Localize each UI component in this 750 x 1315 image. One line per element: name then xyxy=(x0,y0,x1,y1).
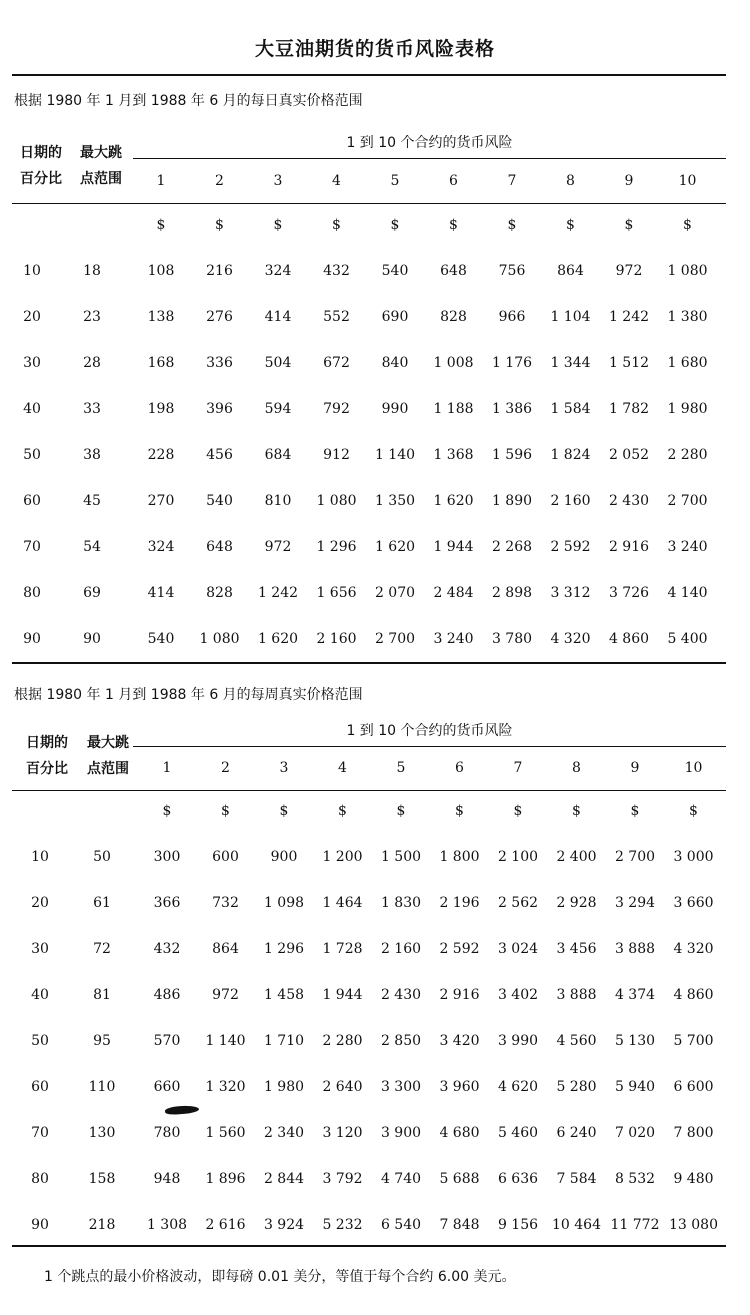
weekly-risk-value: 2 196 xyxy=(439,895,480,911)
weekly-risk-value: 7 020 xyxy=(614,1125,656,1141)
weekly-risk-value: 3 990 xyxy=(497,1033,539,1049)
daily-group-rule xyxy=(133,158,726,159)
weekly-risk-value: 4 860 xyxy=(673,987,714,1003)
ink-blot xyxy=(165,1105,199,1115)
daily-risk-value: 2 898 xyxy=(491,585,533,601)
weekly-contract-header: 7 xyxy=(513,760,523,776)
daily-row-ticks: 45 xyxy=(83,493,101,509)
weekly-risk-value: 5 130 xyxy=(614,1033,656,1049)
weekly-risk-value: 3 924 xyxy=(263,1217,305,1233)
weekly-risk-value: 2 400 xyxy=(556,849,597,865)
top-rule xyxy=(12,74,726,76)
weekly-risk-value: 4 320 xyxy=(673,941,714,957)
daily-contract-header: 2 xyxy=(215,173,224,189)
daily-contract-header: 3 xyxy=(273,173,283,189)
weekly-risk-value: 432 xyxy=(153,941,181,957)
daily-risk-value: 432 xyxy=(323,263,350,279)
weekly-contract-header: 1 xyxy=(162,760,172,776)
daily-row-pct: 20 xyxy=(23,309,41,325)
weekly-risk-value: 1 560 xyxy=(205,1125,246,1141)
weekly-risk-value: 2 700 xyxy=(614,849,656,865)
daily-risk-value: 228 xyxy=(147,447,175,463)
daily-risk-value: 1 782 xyxy=(608,401,650,417)
daily-risk-value: 1 080 xyxy=(667,263,708,279)
daily-risk-value: 2 484 xyxy=(433,585,474,601)
daily-row-ticks: 54 xyxy=(83,539,101,555)
daily-risk-value: 198 xyxy=(147,401,175,417)
footnote: 1 个跳点的最小价格波动，即每磅 0.01 美分，等值于每个合约 6.00 美元。 xyxy=(44,1269,516,1285)
daily-risk-value: 1 104 xyxy=(550,309,591,325)
daily-currency-symbol: $ xyxy=(156,217,166,233)
weekly-risk-value: 6 636 xyxy=(497,1171,539,1187)
daily-risk-value: 216 xyxy=(206,263,233,279)
daily-contract-header: 1 xyxy=(156,173,166,189)
weekly-row-pct: 30 xyxy=(31,941,49,957)
weekly-risk-value: 660 xyxy=(153,1079,181,1095)
weekly-risk-value: 3 300 xyxy=(380,1079,422,1095)
weekly-risk-value: 2 430 xyxy=(380,987,422,1003)
daily-row-ticks: 38 xyxy=(83,447,101,463)
weekly-contract-header: 3 xyxy=(279,760,289,776)
weekly-risk-value: 3 420 xyxy=(439,1033,480,1049)
daily-risk-value: 972 xyxy=(264,539,292,555)
daily-row-pct: 60 xyxy=(23,493,41,509)
daily-currency-symbol: $ xyxy=(390,217,400,233)
weekly-risk-value: 6 600 xyxy=(673,1079,714,1095)
weekly-risk-value: 1 458 xyxy=(263,987,305,1003)
daily-risk-value: 684 xyxy=(264,447,292,463)
daily-risk-value: 552 xyxy=(323,309,350,325)
weekly-risk-value: 2 850 xyxy=(380,1033,422,1049)
page-title: 大豆油期货的货币风险表格 xyxy=(254,38,495,60)
weekly-risk-value: 1 200 xyxy=(322,849,363,865)
weekly-risk-value: 9 156 xyxy=(497,1217,539,1233)
weekly-subtitle: 根据 1980 年 1 月到 1988 年 6 月的每周真实价格范围 xyxy=(14,687,363,703)
daily-risk-value: 2 700 xyxy=(667,493,708,509)
daily-risk-value: 414 xyxy=(264,309,292,325)
daily-risk-value: 810 xyxy=(264,493,292,509)
weekly-contract-header: 10 xyxy=(684,760,703,776)
weekly-row-ticks: 81 xyxy=(93,987,111,1003)
daily-row-pct: 10 xyxy=(23,263,41,279)
daily-risk-value: 594 xyxy=(264,401,292,417)
daily-currency-symbol: $ xyxy=(507,217,517,233)
weekly-risk-value: 900 xyxy=(270,849,298,865)
daily-risk-value: 1 080 xyxy=(199,631,240,647)
weekly-risk-value: 13 080 xyxy=(669,1217,718,1233)
weekly-risk-value: 2 562 xyxy=(497,895,539,911)
daily-risk-value: 396 xyxy=(206,401,233,417)
daily-risk-value: 966 xyxy=(498,309,526,325)
weekly-row-ticks: 61 xyxy=(93,895,111,911)
weekly-risk-value: 3 888 xyxy=(556,987,597,1003)
daily-risk-value: 456 xyxy=(206,447,233,463)
daily-row-pct: 70 xyxy=(23,539,41,555)
weekly-row-pct: 80 xyxy=(31,1171,49,1187)
weekly-risk-value: 3 792 xyxy=(322,1171,363,1187)
weekly-risk-value: 2 592 xyxy=(439,941,480,957)
weekly-risk-value: 10 464 xyxy=(552,1217,601,1233)
weekly-row-ticks: 50 xyxy=(93,849,111,865)
daily-contract-header: 5 xyxy=(390,173,400,189)
weekly-risk-value: 2 160 xyxy=(380,941,422,957)
weekly-group-header: 1 到 10 个合约的货币风险 xyxy=(346,723,513,739)
weekly-risk-value: 5 700 xyxy=(673,1033,714,1049)
weekly-currency-symbol: $ xyxy=(162,803,172,819)
daily-risk-value: 276 xyxy=(206,309,233,325)
daily-risk-value: 2 070 xyxy=(374,585,416,601)
weekly-currency-symbol: $ xyxy=(221,803,230,819)
weekly-currency-symbol: $ xyxy=(396,803,406,819)
daily-risk-value: 1 620 xyxy=(257,631,299,647)
daily-risk-value: 648 xyxy=(440,263,467,279)
weekly-currency-symbol: $ xyxy=(338,803,347,819)
weekly-contract-header: 9 xyxy=(630,760,640,776)
daily-risk-value: 3 240 xyxy=(667,539,708,555)
daily-contract-header: 6 xyxy=(449,173,458,189)
daily-risk-value: 3 240 xyxy=(433,631,474,647)
daily-risk-value: 1 620 xyxy=(433,493,474,509)
weekly-header-rule xyxy=(12,790,726,791)
weekly-risk-value: 1 728 xyxy=(322,941,363,957)
weekly-risk-value: 2 916 xyxy=(439,987,480,1003)
daily-row-ticks: 23 xyxy=(83,309,101,325)
weekly-risk-value: 1 098 xyxy=(263,895,305,911)
daily-risk-value: 2 430 xyxy=(608,493,650,509)
daily-risk-value: 1 944 xyxy=(433,539,474,555)
weekly-risk-value: 2 340 xyxy=(263,1125,305,1141)
daily-row-ticks: 33 xyxy=(83,401,101,417)
daily-risk-value: 324 xyxy=(147,539,175,555)
weekly-row-pct: 60 xyxy=(31,1079,49,1095)
weekly-risk-value: 5 460 xyxy=(497,1125,539,1141)
daily-subtitle: 根据 1980 年 1 月到 1988 年 6 月的每日真实价格范围 xyxy=(14,93,363,109)
daily-risk-value: 1 890 xyxy=(491,493,533,509)
daily-risk-value: 912 xyxy=(323,447,350,463)
daily-risk-value: 2 160 xyxy=(550,493,591,509)
daily-row-pct: 90 xyxy=(23,631,41,647)
weekly-risk-value: 3 024 xyxy=(497,941,539,957)
daily-risk-value: 1 680 xyxy=(667,355,708,371)
daily-risk-value: 756 xyxy=(498,263,526,279)
weekly-risk-value: 1 896 xyxy=(205,1171,246,1187)
weekly-contract-header: 2 xyxy=(221,760,230,776)
daily-risk-value: 1 620 xyxy=(374,539,416,555)
daily-risk-value: 414 xyxy=(147,585,175,601)
weekly-risk-value: 2 100 xyxy=(497,849,539,865)
daily-currency-symbol: $ xyxy=(624,217,634,233)
daily-risk-value: 504 xyxy=(264,355,292,371)
daily-risk-value: 1 350 xyxy=(374,493,416,509)
weekly-currency-symbol: $ xyxy=(513,803,523,819)
weekly-risk-value: 1 944 xyxy=(322,987,363,1003)
daily-risk-value: 2 916 xyxy=(608,539,650,555)
daily-risk-value: 2 052 xyxy=(608,447,650,463)
daily-row-ticks: 90 xyxy=(83,631,101,647)
daily-risk-value: 972 xyxy=(615,263,643,279)
weekly-risk-value: 7 848 xyxy=(439,1217,480,1233)
daily-risk-value: 270 xyxy=(147,493,175,509)
daily-risk-value: 1 296 xyxy=(316,539,357,555)
daily-risk-value: 828 xyxy=(440,309,467,325)
weekly-row-ticks: 110 xyxy=(88,1079,116,1095)
daily-risk-value: 138 xyxy=(147,309,175,325)
weekly-risk-value: 4 620 xyxy=(497,1079,539,1095)
weekly-risk-value: 2 640 xyxy=(322,1079,363,1095)
weekly-risk-value: 1 140 xyxy=(205,1033,246,1049)
daily-max-tick-header: 最大跳 点范围 xyxy=(80,145,122,187)
weekly-risk-value: 3 960 xyxy=(439,1079,480,1095)
weekly-risk-value: 1 710 xyxy=(263,1033,305,1049)
daily-risk-value: 1 584 xyxy=(550,401,591,417)
daily-group-header: 1 到 10 个合约的货币风险 xyxy=(346,135,513,151)
daily-risk-value: 540 xyxy=(381,263,409,279)
daily-contract-header: 10 xyxy=(678,173,697,189)
daily-contract-header: 4 xyxy=(332,173,341,189)
daily-risk-value: 336 xyxy=(206,355,233,371)
daily-risk-value: 540 xyxy=(147,631,175,647)
daily-risk-value: 1 596 xyxy=(491,447,533,463)
daily-currency-symbol: $ xyxy=(332,217,341,233)
weekly-risk-value: 1 296 xyxy=(263,941,305,957)
daily-risk-value: 1 344 xyxy=(550,355,591,371)
daily-risk-value: 1 386 xyxy=(491,401,533,417)
weekly-risk-value: 570 xyxy=(153,1033,181,1049)
weekly-risk-value: 6 540 xyxy=(380,1217,422,1233)
daily-risk-value: 2 700 xyxy=(374,631,416,647)
daily-risk-value: 324 xyxy=(264,263,292,279)
weekly-risk-value: 8 532 xyxy=(614,1171,656,1187)
weekly-risk-value: 1 980 xyxy=(263,1079,305,1095)
daily-row-pct: 30 xyxy=(23,355,41,371)
weekly-risk-value: 7 800 xyxy=(673,1125,714,1141)
daily-row-pct: 50 xyxy=(23,447,41,463)
daily-risk-value: 1 176 xyxy=(491,355,533,371)
weekly-risk-value: 2 280 xyxy=(322,1033,363,1049)
daily-risk-value: 792 xyxy=(323,401,350,417)
daily-risk-value: 2 592 xyxy=(550,539,591,555)
weekly-risk-value: 1 830 xyxy=(380,895,422,911)
daily-risk-value: 1 140 xyxy=(374,447,416,463)
weekly-risk-value: 300 xyxy=(153,849,181,865)
daily-currency-symbol: $ xyxy=(215,217,224,233)
weekly-max-tick-header: 最大跳 点范围 xyxy=(87,735,129,777)
weekly-risk-value: 1 308 xyxy=(146,1217,188,1233)
weekly-risk-value: 5 232 xyxy=(322,1217,363,1233)
weekly-row-ticks: 72 xyxy=(93,941,111,957)
daily-risk-value: 3 312 xyxy=(550,585,591,601)
daily-risk-value: 828 xyxy=(206,585,233,601)
daily-risk-value: 540 xyxy=(206,493,233,509)
weekly-risk-value: 3 120 xyxy=(322,1125,363,1141)
weekly-row-pct: 10 xyxy=(31,849,49,865)
section-divider-rule xyxy=(12,662,726,664)
bottom-rule xyxy=(12,1245,726,1247)
weekly-row-pct: 50 xyxy=(31,1033,49,1049)
weekly-risk-value: 1 800 xyxy=(439,849,480,865)
daily-row-pct: 80 xyxy=(23,585,41,601)
daily-row-pct: 40 xyxy=(23,401,41,417)
weekly-currency-symbol: $ xyxy=(689,803,698,819)
daily-row-ticks: 69 xyxy=(83,585,101,601)
weekly-risk-value: 3 000 xyxy=(673,849,714,865)
daily-risk-value: 672 xyxy=(323,355,350,371)
daily-contract-header: 9 xyxy=(624,173,634,189)
weekly-risk-value: 11 772 xyxy=(610,1217,660,1233)
daily-risk-value: 5 400 xyxy=(667,631,708,647)
daily-header-rule xyxy=(12,203,726,204)
weekly-risk-value: 5 940 xyxy=(614,1079,656,1095)
weekly-risk-value: 3 888 xyxy=(614,941,656,957)
weekly-risk-value: 7 584 xyxy=(556,1171,597,1187)
weekly-risk-value: 1 500 xyxy=(380,849,422,865)
daily-risk-value: 1 080 xyxy=(316,493,357,509)
weekly-row-pct: 70 xyxy=(31,1125,49,1141)
daily-risk-value: 3 726 xyxy=(608,585,650,601)
daily-risk-value: 168 xyxy=(147,355,175,371)
weekly-risk-value: 2 844 xyxy=(263,1171,305,1187)
weekly-risk-value: 4 740 xyxy=(380,1171,422,1187)
daily-contract-header: 8 xyxy=(566,173,575,189)
daily-currency-symbol: $ xyxy=(683,217,692,233)
daily-risk-value: 2 160 xyxy=(316,631,357,647)
weekly-currency-symbol: $ xyxy=(572,803,581,819)
weekly-risk-value: 2 928 xyxy=(556,895,597,911)
weekly-risk-value: 6 240 xyxy=(556,1125,597,1141)
weekly-risk-value: 4 680 xyxy=(439,1125,480,1141)
weekly-contract-header: 6 xyxy=(455,760,464,776)
weekly-row-ticks: 95 xyxy=(93,1033,111,1049)
daily-risk-value: 690 xyxy=(381,309,409,325)
weekly-currency-symbol: $ xyxy=(630,803,640,819)
weekly-risk-value: 3 900 xyxy=(380,1125,422,1141)
weekly-risk-value: 5 280 xyxy=(556,1079,597,1095)
daily-risk-value: 4 860 xyxy=(608,631,650,647)
daily-risk-value: 3 780 xyxy=(491,631,533,647)
weekly-currency-symbol: $ xyxy=(455,803,464,819)
weekly-row-ticks: 130 xyxy=(88,1125,116,1141)
daily-risk-value: 990 xyxy=(381,401,409,417)
daily-risk-value: 1 368 xyxy=(433,447,474,463)
weekly-row-ticks: 158 xyxy=(88,1171,116,1187)
weekly-contract-header: 8 xyxy=(572,760,581,776)
daily-currency-symbol: $ xyxy=(566,217,575,233)
weekly-contract-header: 4 xyxy=(338,760,347,776)
weekly-risk-value: 3 294 xyxy=(614,895,656,911)
daily-risk-value: 1 242 xyxy=(608,309,650,325)
weekly-row-pct: 90 xyxy=(31,1217,49,1233)
weekly-risk-value: 4 374 xyxy=(614,987,656,1003)
daily-currency-symbol: $ xyxy=(449,217,458,233)
daily-risk-value: 4 140 xyxy=(667,585,708,601)
daily-risk-value: 1 008 xyxy=(433,355,474,371)
daily-row-ticks: 18 xyxy=(83,263,101,279)
weekly-risk-value: 732 xyxy=(212,895,239,911)
weekly-risk-value: 780 xyxy=(153,1125,181,1141)
daily-risk-value: 1 242 xyxy=(257,585,299,601)
daily-risk-value: 1 512 xyxy=(608,355,650,371)
daily-risk-value: 1 980 xyxy=(667,401,708,417)
daily-risk-value: 1 188 xyxy=(433,401,474,417)
weekly-risk-value: 1 464 xyxy=(322,895,363,911)
weekly-risk-value: 3 660 xyxy=(673,895,714,911)
weekly-row-ticks: 218 xyxy=(88,1217,116,1233)
daily-risk-value: 1 824 xyxy=(550,447,591,463)
weekly-contract-header: 5 xyxy=(396,760,406,776)
daily-risk-value: 108 xyxy=(147,263,175,279)
weekly-risk-value: 4 560 xyxy=(556,1033,597,1049)
weekly-row-pct: 40 xyxy=(31,987,49,1003)
daily-risk-value: 1 380 xyxy=(667,309,708,325)
weekly-risk-value: 948 xyxy=(153,1171,181,1187)
weekly-risk-value: 486 xyxy=(153,987,181,1003)
weekly-risk-value: 972 xyxy=(212,987,239,1003)
daily-risk-value: 864 xyxy=(557,263,584,279)
daily-row-ticks: 28 xyxy=(83,355,101,371)
weekly-risk-value: 2 616 xyxy=(205,1217,246,1233)
daily-risk-value: 2 268 xyxy=(491,539,533,555)
daily-risk-value: 840 xyxy=(381,355,409,371)
weekly-date-pct-header: 日期的 百分比 xyxy=(26,735,68,777)
weekly-group-rule xyxy=(133,746,726,747)
weekly-risk-value: 366 xyxy=(153,895,181,911)
weekly-risk-value: 864 xyxy=(212,941,239,957)
weekly-risk-value: 5 688 xyxy=(439,1171,480,1187)
daily-currency-symbol: $ xyxy=(273,217,283,233)
weekly-risk-value: 3 456 xyxy=(556,941,597,957)
weekly-risk-value: 3 402 xyxy=(497,987,539,1003)
weekly-risk-value: 600 xyxy=(212,849,239,865)
daily-contract-header: 7 xyxy=(507,173,517,189)
daily-risk-value: 4 320 xyxy=(550,631,591,647)
daily-risk-value: 2 280 xyxy=(667,447,708,463)
daily-risk-value: 648 xyxy=(206,539,233,555)
daily-risk-value: 1 656 xyxy=(316,585,357,601)
weekly-risk-value: 9 480 xyxy=(673,1171,714,1187)
weekly-risk-value: 1 320 xyxy=(205,1079,246,1095)
daily-date-pct-header: 日期的 百分比 xyxy=(20,145,62,187)
weekly-currency-symbol: $ xyxy=(279,803,289,819)
weekly-row-pct: 20 xyxy=(31,895,49,911)
